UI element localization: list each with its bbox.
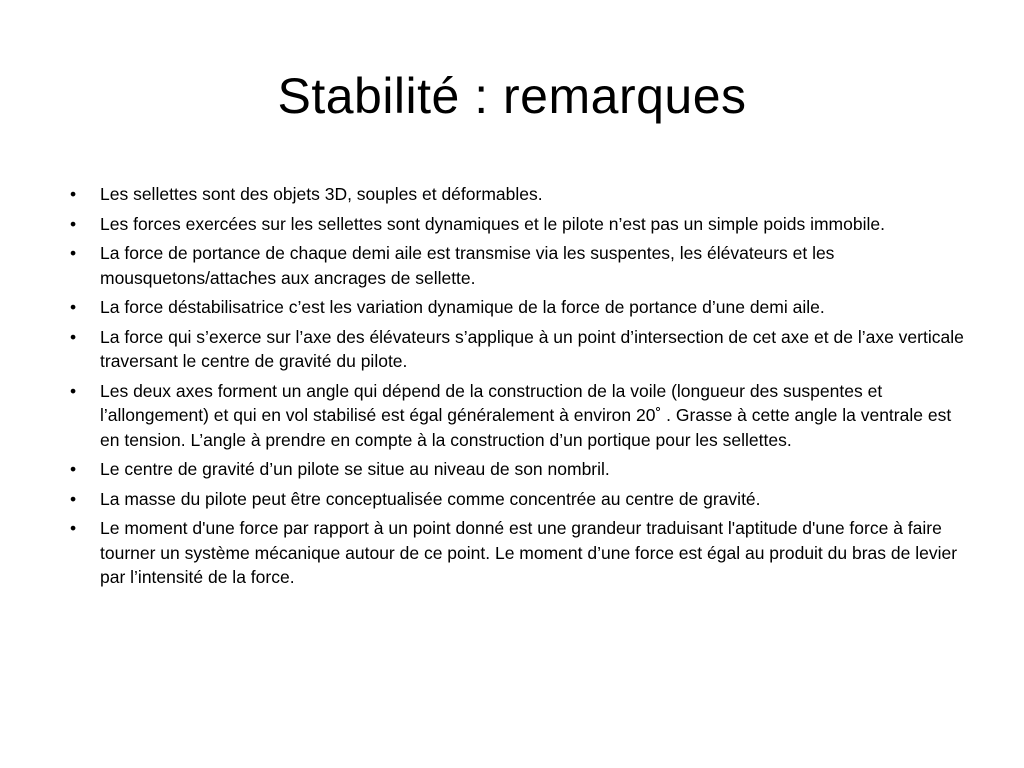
bullet-icon: • <box>70 518 77 538</box>
list-item <box>70 457 965 482</box>
bullet-text: Le centre de gravité d’un pilote se situe au niveau de son nombril. <box>100 459 610 479</box>
bullet-text: La force déstabilisatrice c’est les variation dynamique de la force de portance d’une demi aile. <box>100 297 825 317</box>
bullet-icon: • <box>70 488 77 509</box>
bullet-icon: • <box>70 326 77 347</box>
list-item <box>70 212 965 237</box>
bullet-icon: • <box>70 380 77 401</box>
list-item <box>70 487 965 512</box>
bullet-text: La masse du pilote peut être conceptualisée comme concentrée au centre de gravité. <box>100 488 761 509</box>
bullet-text: Le moment d'une force par rapport à un point donné est une grandeur traduisant l'aptitude d'une force à faire tourner un système mécanique autour de ce point. Le moment d’une force est égal au produit du bras de levier par l’intensité de la force. <box>100 518 958 587</box>
bullet-text: La force qui s’exerce sur l’axe des élévateurs s’applique à un point d’intersection de cet axe et de l’axe verticale traversant le centre de gravité du pilote. <box>100 326 964 371</box>
bullet-icon: • <box>70 184 77 204</box>
list-item <box>70 325 965 374</box>
bullet-text: Les sellettes sont des objets 3D, souples et déformables. <box>100 184 543 204</box>
bullet-icon: • <box>70 213 77 234</box>
list-item <box>70 516 965 590</box>
bullet-list <box>70 182 965 595</box>
slide-title: Stabilité : remarques <box>277 68 747 124</box>
list-item <box>70 241 965 290</box>
bullet-icon: • <box>70 297 77 317</box>
list-item <box>70 182 965 207</box>
bullet-text: Les deux axes forment un angle qui dépend de la construction de la voile (longueur des suspentes et l’allongement) et qui en vol stabilisé est égal généralement à environ 20˚ . Grasse à cette angle la ventrale est en tension. L’angle à prendre en compte à la construction d’un portique pour les sellettes. <box>100 380 952 450</box>
list-item <box>70 295 965 320</box>
bullet-text: La force de portance de chaque demi aile est transmise via les suspentes, les élévateurs et les mousquetons/attaches aux ancrages de sellette. <box>100 243 835 288</box>
bullet-text: Les forces exercées sur les sellettes sont dynamiques et le pilote n’est pas un simple poids immobile. <box>100 213 885 234</box>
list-item <box>70 379 965 453</box>
bullet-icon: • <box>70 459 77 479</box>
bullet-icon: • <box>70 243 77 263</box>
